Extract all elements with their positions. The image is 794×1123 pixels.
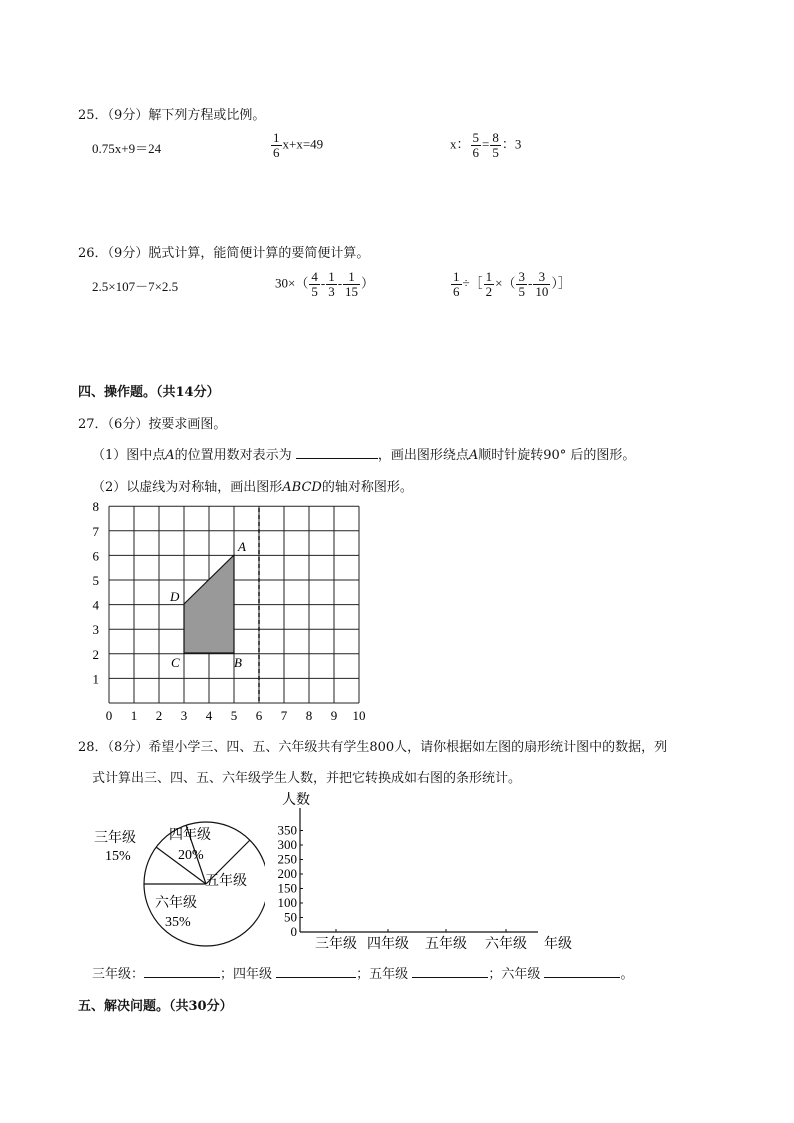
q27-part1: （1）图中点A的位置用数对表示为 ，画出图形绕点A顺时针旋转90° 后的图形。 xyxy=(92,448,636,463)
q28-line2: 式计算出三、四、五、六年级学生人数，并把它转换成如右图的条形统计。 xyxy=(92,771,522,786)
bar-y-tick: 200 xyxy=(277,866,297,881)
bar-category-label: 三年级 xyxy=(315,937,357,952)
answer-blank-grade4[interactable] xyxy=(276,965,356,978)
grid-x-tick: 7 xyxy=(280,708,288,723)
q28-answers: 三年级： ；四年级 ；五年级 ；六年级 。 xyxy=(92,967,634,982)
bar-category-label: 四年级 xyxy=(367,937,409,952)
answer-blank[interactable] xyxy=(296,446,378,459)
grid-x-tick: 8 xyxy=(305,708,313,723)
bar-xlabel: 年级 xyxy=(544,937,572,952)
grid-x-tick: 1 xyxy=(130,708,138,723)
point-d-label: D xyxy=(170,589,180,604)
grid-y-tick: 6 xyxy=(92,548,99,564)
point-c-label: C xyxy=(171,655,180,670)
bar-chart xyxy=(270,786,580,956)
q25-eq2: $\frac{1}{6}$ x+x=49 xyxy=(273,130,324,160)
grid-x-tick: 2 xyxy=(155,708,163,723)
pie-label-grade6: 六年级 xyxy=(155,896,197,911)
grid-x-tick: 10 xyxy=(352,708,366,723)
grid-x-tick: 9 xyxy=(330,708,338,723)
pie-label-grade4: 四年级 xyxy=(169,828,211,843)
bar-y-tick: 0 xyxy=(290,924,297,939)
q26-eq3: $\frac{1}{6}$ ÷［ $\frac{1}{2}$ ×（ $\frac{3}{5}$ - $\frac{3}{10}$ ）］ xyxy=(453,269,571,299)
section5-heading: 五、解决问题。（共30分） xyxy=(78,999,233,1014)
bar-y-tick: 150 xyxy=(277,880,297,896)
grid-y-tick: 4 xyxy=(92,597,99,613)
q26-eq2: 30×（ $\frac{4}{5}$ - $\frac{1}{3}$ - $\frac{1}{15}$ ） xyxy=(275,269,375,299)
pie-chart xyxy=(85,810,265,950)
grid-x-tick: 4 xyxy=(205,708,213,723)
grid-y-tick: 3 xyxy=(92,622,99,638)
bar-y-tick: 50 xyxy=(284,909,297,925)
pie-label-grade5: 五年级 xyxy=(205,874,247,889)
point-b-label: B xyxy=(234,655,242,670)
q25-title: 25．（9分）解下列方程或比例。 xyxy=(78,108,266,123)
grid-x-tick: 6 xyxy=(255,708,263,723)
pie-pct-grade6: 35% xyxy=(165,915,191,930)
bar-y-tick: 250 xyxy=(277,851,297,867)
bar-y-tick: 100 xyxy=(277,895,297,910)
q27-part2: （2）以虚线为对称轴，画出图形ABCD的轴对称图形。 xyxy=(92,480,413,495)
coordinate-grid xyxy=(85,500,385,725)
section4-heading: 四、操作题。（共14分） xyxy=(78,385,220,400)
q26-eq1: 2.5×107－7×2.5 xyxy=(92,279,179,294)
q25-eq1: 0.75x+9＝24 xyxy=(92,141,162,156)
grid-x-tick: 5 xyxy=(230,708,238,723)
answer-blank-grade6[interactable] xyxy=(544,965,620,978)
pie-pct-grade3: 15% xyxy=(105,849,131,864)
bar-category-label: 五年级 xyxy=(425,937,467,952)
grid-x-tick: 3 xyxy=(180,708,188,723)
grid-x-tick: 0 xyxy=(105,708,113,723)
q28-line1: 28．（8分）希望小学三、四、五、六年级共有学生800人，请你根据如左图的扇形统计图中的数据，列 xyxy=(78,740,668,755)
bar-category-label: 六年级 xyxy=(485,937,527,952)
answer-blank-grade3[interactable] xyxy=(144,965,220,978)
q27-title: 27．（6分）按要求画图。 xyxy=(78,417,227,432)
grid-y-tick: 5 xyxy=(92,573,99,588)
pie-pct-grade4: 20% xyxy=(178,848,204,863)
bar-ylabel: 人数 xyxy=(282,793,310,808)
q25-eq3: x： $\frac{5}{6}$ = $\frac{8}{5}$ ：3 xyxy=(450,130,522,160)
grid-y-tick: 1 xyxy=(92,671,99,687)
point-a-label: A xyxy=(238,539,246,554)
pie-label-grade3: 三年级 xyxy=(94,831,136,846)
q26-title: 26．（9分）脱式计算，能简便计算的要简便计算。 xyxy=(78,246,370,261)
grid-y-tick: 2 xyxy=(92,646,99,662)
grid-y-tick: 7 xyxy=(92,523,99,539)
bar-y-tick: 300 xyxy=(277,837,297,852)
bar-y-tick: 350 xyxy=(277,822,297,838)
answer-blank-grade5[interactable] xyxy=(412,965,488,978)
grid-y-tick: 8 xyxy=(92,500,99,515)
